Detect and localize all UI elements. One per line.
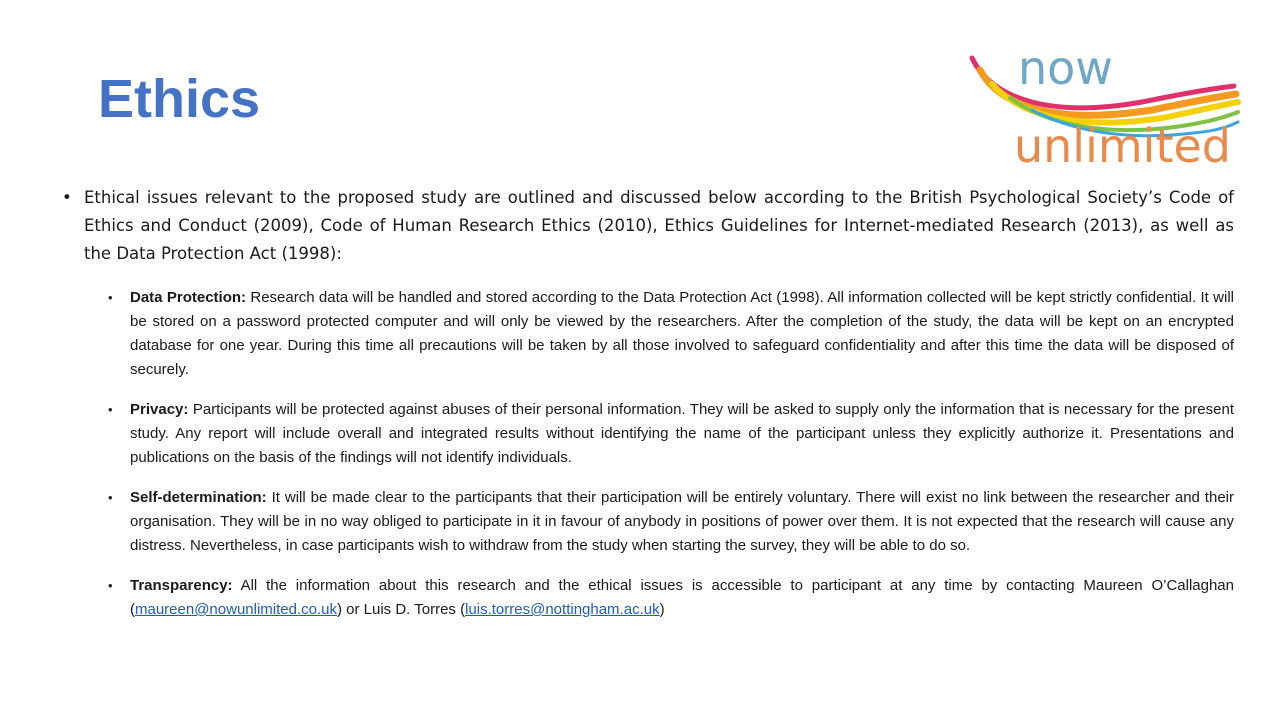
- email-link-luis[interactable]: luis.torres@nottingham.ac.uk: [465, 601, 660, 618]
- bullet: •: [108, 290, 113, 305]
- logo-text-now: now: [1018, 41, 1113, 95]
- term-privacy: Privacy:: [130, 401, 189, 418]
- text-transparency-middle: ) or Luis D. Torres (: [337, 601, 466, 618]
- slide-content: [62, 184, 1234, 638]
- term-data-protection: Data Protection:: [130, 289, 247, 306]
- text-transparency-after: ): [659, 601, 665, 618]
- text-transparency-before: All the information about this research and the ethical issues is accessible to participant at any time by contacting Maureen O’Callaghan (: [130, 577, 1234, 618]
- ethics-principles-list: [62, 286, 1234, 622]
- bullet: •: [62, 188, 72, 207]
- bullet: •: [108, 490, 113, 505]
- list-item-self-determination: [108, 486, 1234, 558]
- text-privacy: Participants will be protected against abuses of their personal information. They will be asked to supply only the information that is necessary for the present study. Any report will include overall and integrated results without identifying the name of the participant unless they explicitly authorize it. Presentations and publications on the basis of the findings will not identify individuals.: [130, 401, 1234, 466]
- intro-text: Ethical issues relevant to the proposed study are outlined and discussed below according to the British Psychological Society’s Code of Ethics and Conduct (2009), Code of Human Research Ethics (2010), Ethics Guidelines for Internet-mediated Research (2013), as well as the Data Protection Act (1998):: [84, 188, 1234, 263]
- intro-point: [62, 184, 1234, 268]
- list-item-transparency: [108, 574, 1234, 622]
- text-self-determination: It will be made clear to the participants that their participation will be entirely voluntary. There will exist no link between the researcher and their organisation. They will be in no way obliged to participate in it in favour of anybody in positions of power over them. It is not expected that the research will cause any distress. Nevertheless, in case participants wish to withdraw from the study when starting the survey, they will be able to do so.: [130, 489, 1234, 554]
- term-transparency: Transparency:: [130, 577, 233, 594]
- slide-title: Ethics: [98, 69, 261, 129]
- logo-text-unlimited: unlimited: [1014, 119, 1231, 170]
- list-item-privacy: [108, 398, 1234, 470]
- term-self-determination: Self-determination:: [130, 489, 267, 506]
- bullet: •: [108, 578, 113, 593]
- now-unlimited-logo: [962, 40, 1242, 170]
- list-item-data-protection: [108, 286, 1234, 382]
- text-data-protection: Research data will be handled and stored according to the Data Protection Act (1998). All information collected will be kept strictly confidential. It will be stored on a password protected computer and will only be viewed by the researchers. After the completion of the study, the data will be kept on an encrypted database for one year. During this time all precautions will be taken by all those involved to safeguard confidentiality and after this time the data will be disposed of securely.: [130, 289, 1234, 378]
- email-link-maureen[interactable]: maureen@nowunlimited.co.uk: [135, 601, 337, 618]
- bullet: •: [108, 402, 113, 417]
